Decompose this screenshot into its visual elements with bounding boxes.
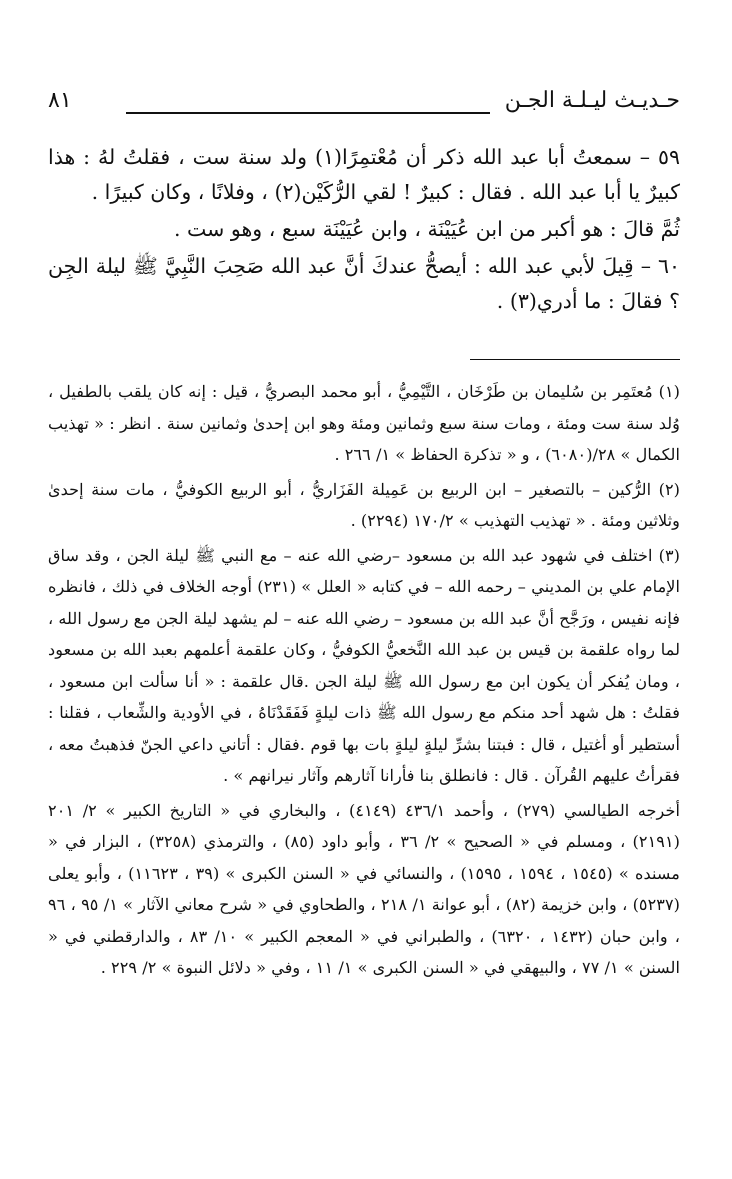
footnote-3: (٣) اختلف في شهود عبد الله بن مسعود –رضي الله عنه – مع النبي ﷺ ليلة الجن ، وقد ساق الإمام علي بن المديني – رحمه الله – في كتابه « العلل » (٢٣١) أوجه الخلاف في ذلك ، فانظره فإنه نفيس ، ورَجَّح أنَّ عبد الله بن مسعود – رضي الله عنه – لم يشهد ليلة الجن مع رسول الله ، لما رواه علقمة بن قيس بن عبد الله النَّخعيُّ الكوفيُّ ، وكان علقمة أعلمهم بعبد الله بن مسعود ، ومان يُفكر أن يكون ابن مع رسول الله ﷺ ليلة الجن .قال علقمة : « أنا سألت ابن مسعود ، فقلتُ : هل شهد أحد منكم مع رسول الله ﷺ ذات ليلةٍ فَفَقَدْنَاهُ ، في الأودية والشِّعاب ، فقلنا : أستطير أو أغتيل ، قال : فبتنا بشرِّ ليلةٍ ليلةٍ بات بها قوم .فقال : أتاني داعي الجنّ فذهبتُ معه ، فقرأتُ عليهم القُرآن . قال : فانطلق بنا فأرانا آثارهم وآثار نيرانهم » . (48, 545, 680, 785)
paragraph-59-continued: ثُمَّ قالَ : هو أكبر من ابن عُيَيْنَة ، وابن عُيَيْنَة سبع ، وهو ست . (174, 217, 680, 241)
footnote-3-takhrij: أخرجه الطيالسي (٢٧٩) ، وأحمد ٤٣٦/١ (٤١٤٩) ، والبخاري في « التاريخ الكبير » ٢/ ٢٠١ (٢١٩١) ، ومسلم في « الصحيح » ٢/ ٣٦ ، وأبو داود (٨٥) ، والترمذي (٣٢٥٨) ، البزار في « مسنده » (١٥٤٥ ، ١٥٩٤ ، ١٥٩٥) ، والنسائي في « السنن الكبرى » (٣٩ ، ١١٦٢٣) ، وأبو يعلى (٥٢٣٧) ، وابن خزيمة (٨٢) ، أبو عوانة ١/ ٢١٨ ، والطحاوي في « شرح معاني الآثار » ١/ ٩٥ ، ٩٦ ، وابن حبان (١٤٣٢ ، ٦٣٢٠) ، والطبراني في « المعجم الكبير » ١٠/ ٨٣ ، والدارقطني في « السنن » ١/ ٧٧ ، والبيهقي في « السنن الكبرى » ١/ ١١ ، وفي « دلائل النبوة » ٢/ ٢٢٩ . (48, 800, 680, 977)
paragraph-59: ٥٩ – سمعتُ أبا عبد الله ذكر أن مُعْتمِرًا(١) ولد سنة ست ، فقلتُ لهُ : هذا كبيرٌ يا أبا عبد الله . فقال : كبيرٌ ! لقي الرُّكَيْن(٢) ، وفلانًا ، وكان كبيرًا . (48, 145, 680, 204)
main-text (48, 140, 680, 321)
footnotes (48, 376, 680, 987)
paragraph-60: ٦٠ – قِيلَ لأبي عبد الله : أيصحُّ عندكَ أنَّ عبد الله صَحِبَ النَّبِيَّ ﷺ ليلة الجِن ؟ فقالَ : ما أدري(٣) . (48, 254, 680, 313)
page-number: ٨١ (48, 88, 72, 113)
chapter-title: حـديـث ليـلـة الجـن (504, 88, 680, 113)
running-header (48, 88, 680, 118)
footnote-2: (٢) الرُّكين – بالتصغير – ابن الربيع بن عَمِيلة الفَزَاريُّ ، أبو الربيع الكوفيُّ ، مات سنة إحدىٰ وثلاثين ومئة . « تهذيب التهذيب » ١٧٠/٢ (٢٢٩٤) . (48, 479, 680, 530)
header-rule (126, 112, 490, 114)
footnote-1: (١) مُعتَمِر بن سُليمان بن طَرْخَان ، التَّيْمِيُّ ، أبو محمد البصريُّ ، قيل : إنه كان يلقب بالطفيل ، وُلد سنة ست ومئة ، ومات سنة سبع وثمانين ومئة وهو ابن إحدىٰ وثمانين سنة . انظر : « تهذيب الكمال » ٢٨/(٦٠٨٠) ، و « تذكرة الحفاظ » ١/ ٢٦٦ . (48, 382, 680, 464)
footnote-separator (470, 359, 680, 360)
